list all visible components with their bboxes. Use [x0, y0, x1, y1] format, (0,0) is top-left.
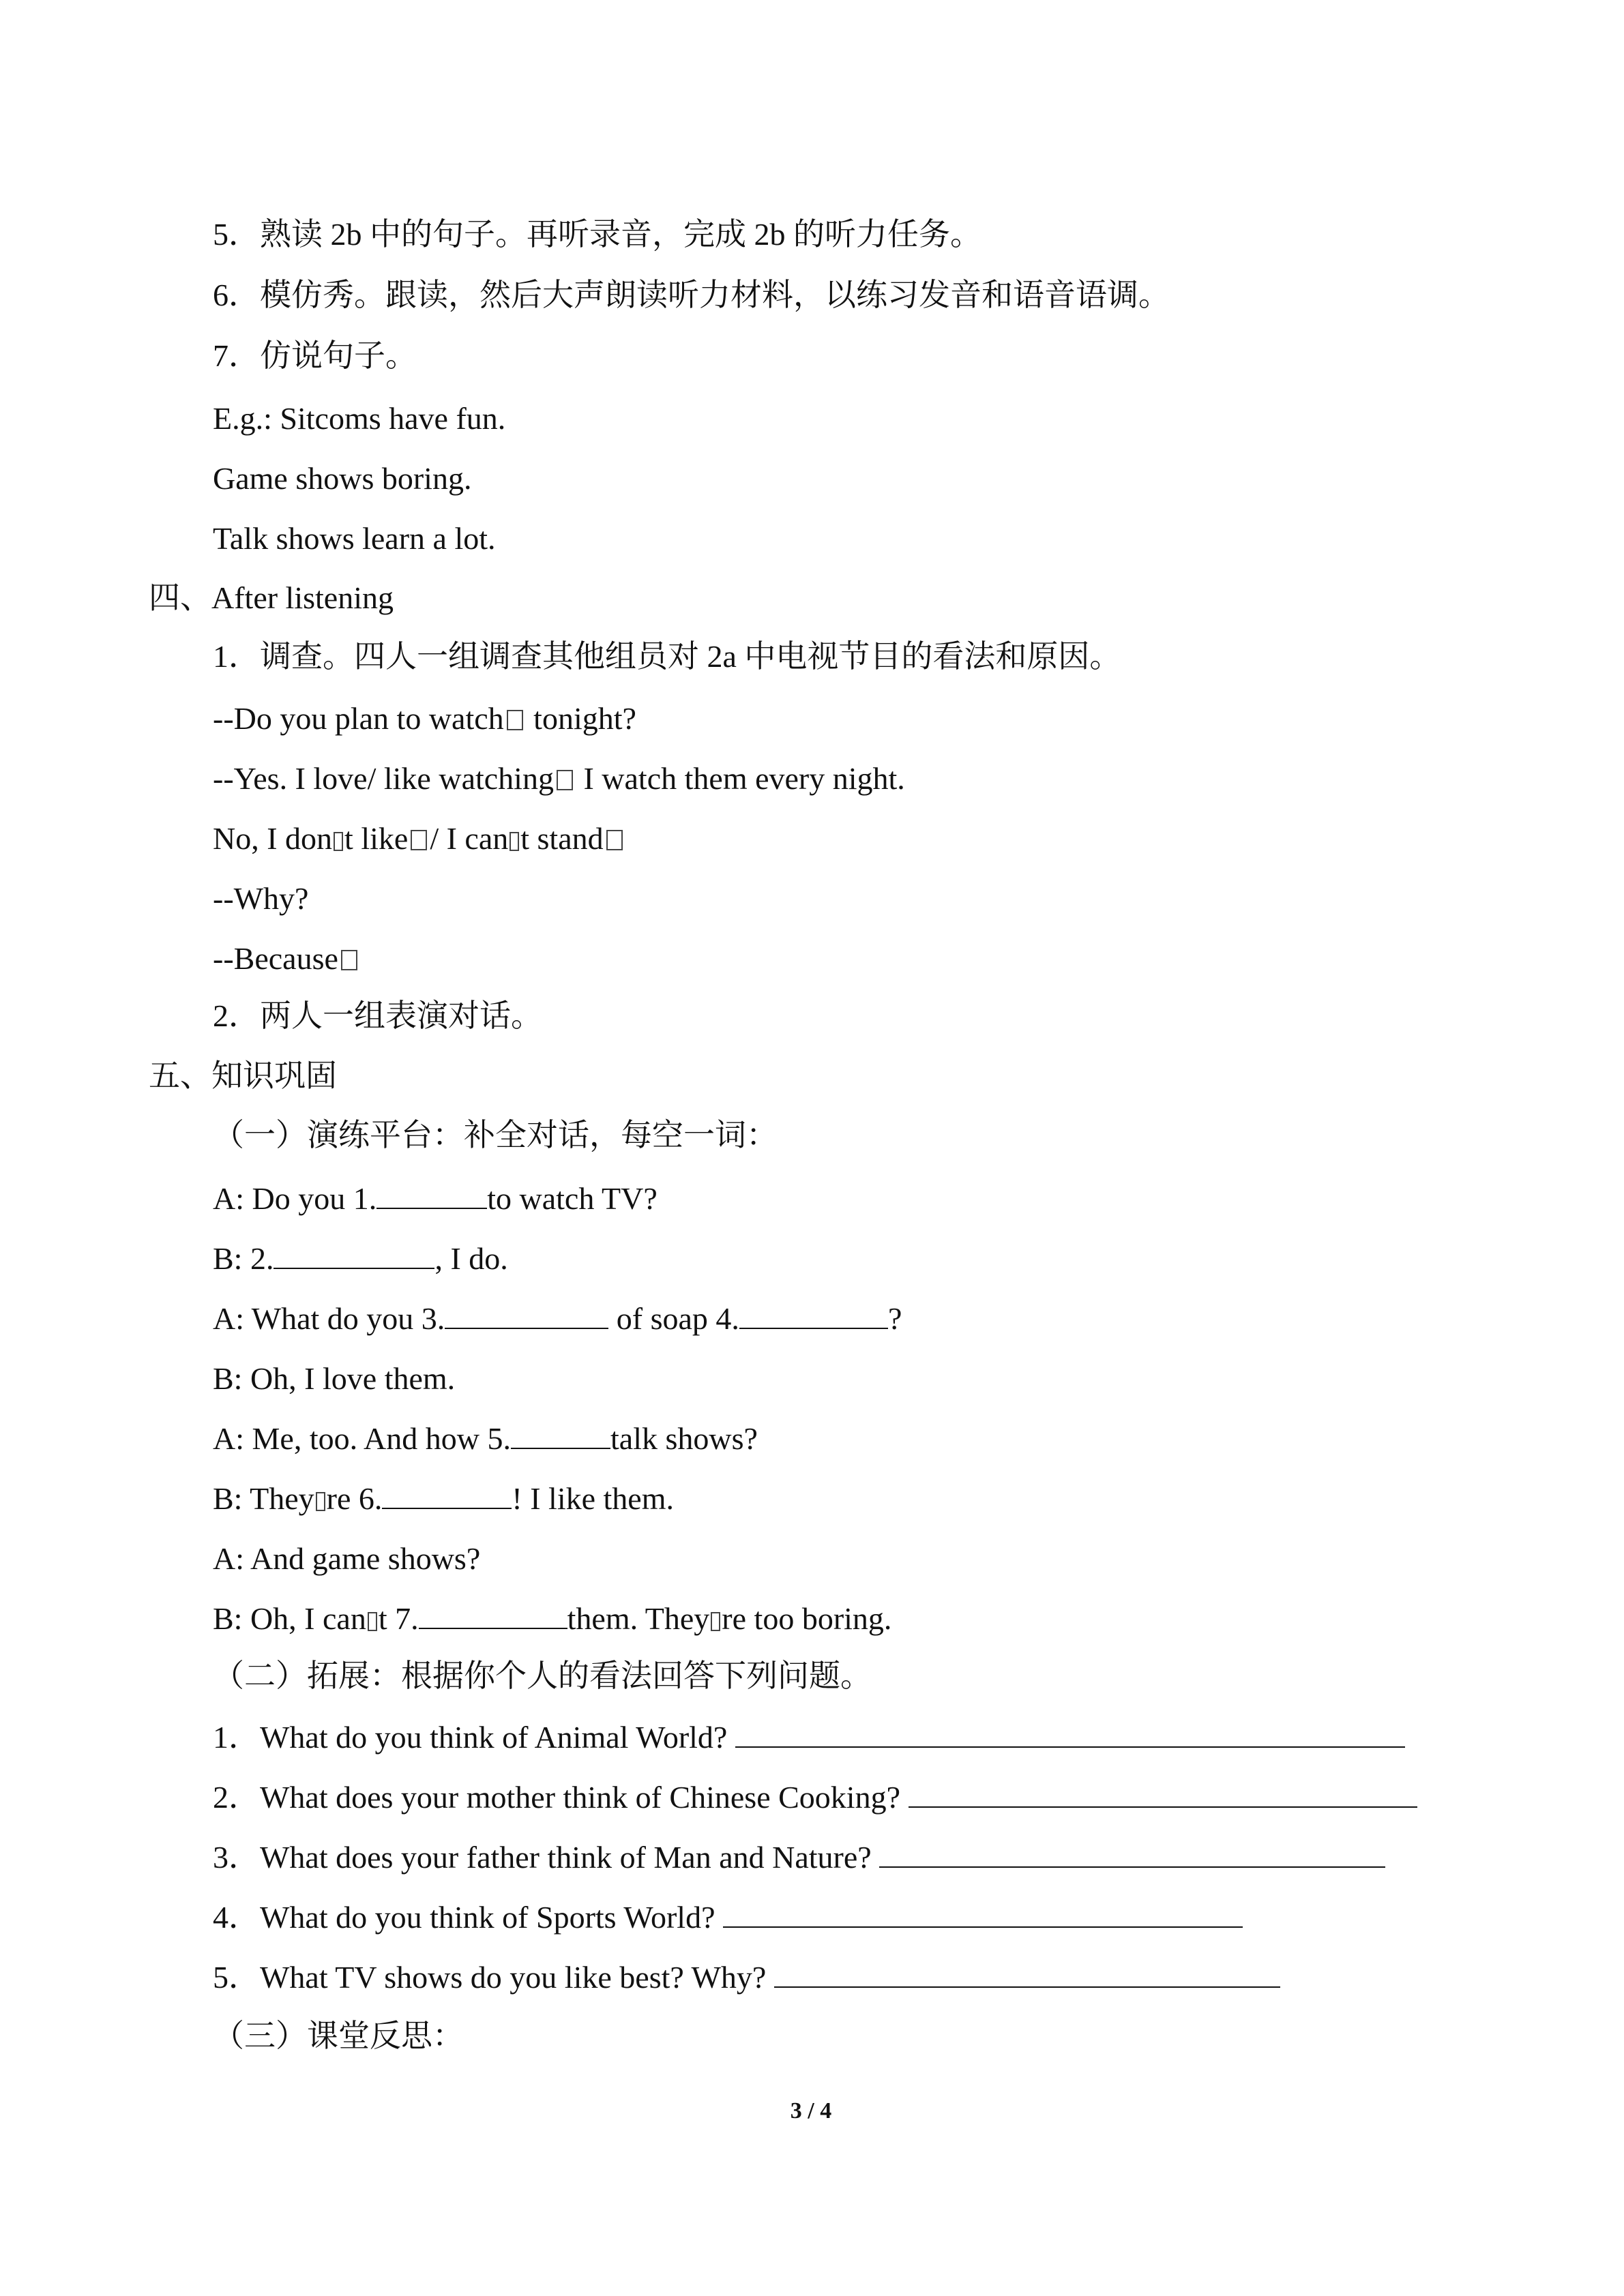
question-1-text: 1．What do you think of Animal World?	[213, 1720, 735, 1755]
question-2-text: 2．What does your mother think of Chinese Cooking?	[213, 1780, 909, 1815]
exercise-line-3	[213, 1298, 902, 1339]
question-3	[213, 1837, 1385, 1878]
question-4	[213, 1897, 1243, 1938]
pair-performance-text: 2．两人一组表演对话。	[213, 998, 542, 1033]
page-number: 3 / 4	[790, 2098, 832, 2123]
blank-4[interactable]	[739, 1300, 888, 1329]
exercise-line-6-a: B: They	[213, 1481, 314, 1516]
dialogue-q1-end: tonight?	[525, 701, 636, 736]
question-4-text: 4．What do you think of Sports World?	[213, 1900, 723, 1935]
dialogue-n1-part-a: No, I don	[213, 821, 333, 856]
step-5-text: 5．熟读 2b 中的句子。再听录音，完成 2b 的听力任务。	[213, 217, 981, 252]
exercise-line-2	[213, 1238, 508, 1279]
dialogue-answer-yes	[213, 758, 905, 799]
missing-glyph-box	[507, 710, 523, 730]
dialogue-q1-text: --Do you plan to watch	[213, 701, 504, 736]
missing-apostrophe-box	[368, 1612, 377, 1631]
missing-glyph-box	[557, 770, 573, 790]
missing-glyph-box	[606, 830, 623, 850]
missing-apostrophe-box	[316, 1492, 325, 1511]
exercise-line-6-c: ! I like them.	[512, 1481, 674, 1516]
dialogue-answer-no	[213, 818, 625, 859]
exercise-line-8	[213, 1598, 891, 1639]
exercise-line-8-a: B: Oh, I can	[213, 1601, 366, 1636]
blank-6[interactable]	[382, 1480, 512, 1509]
dialogue-a1-end: I watch them every night.	[575, 761, 905, 796]
dialogue-a1-text: --Yes. I love/ like watching	[213, 761, 554, 796]
step-7-text: 7．仿说句子。	[213, 338, 417, 373]
blank-2[interactable]	[274, 1240, 434, 1269]
dialogue-because	[213, 938, 360, 979]
section-5-part-3-title: （三）课堂反思：	[213, 2018, 464, 2053]
exercise-line-8-b: t 7.	[378, 1601, 419, 1636]
exercise-line-1-a: A: Do you 1.	[213, 1181, 377, 1216]
survey-instruction: 1．调查。四人一组调查其他组员对 2a 中电视节目的看法和原因。	[213, 639, 1121, 674]
blank-1[interactable]	[377, 1180, 487, 1209]
missing-apostrophe-box	[510, 832, 519, 851]
missing-glyph-box	[411, 830, 427, 850]
dialogue-question-1	[213, 698, 636, 739]
blank-5[interactable]	[511, 1420, 610, 1449]
example-sentence-2: Game shows boring.	[213, 461, 472, 496]
blank-3[interactable]	[445, 1300, 608, 1329]
dialogue-because-text: --Because	[213, 941, 338, 976]
exercise-line-3-c: ?	[887, 1301, 902, 1336]
section-5-heading: 五、知识巩固	[149, 1058, 337, 1093]
exercise-line-5-b: talk shows?	[610, 1421, 758, 1456]
question-1	[213, 1717, 1405, 1758]
exercise-line-4: B: Oh, I love them.	[213, 1361, 456, 1396]
answer-line-4[interactable]	[723, 1899, 1243, 1928]
dialogue-n1-part-c: / I can	[430, 821, 509, 856]
exercise-line-2-b: , I do.	[434, 1241, 508, 1276]
question-5-text: 5．What TV shows do you like best? Why?	[213, 1960, 774, 1995]
dialogue-why: --Why?	[213, 881, 309, 916]
blank-7[interactable]	[419, 1600, 567, 1629]
exercise-line-7: A: And game shows?	[213, 1541, 481, 1576]
question-2	[213, 1777, 1417, 1818]
exercise-line-5-a: A: Me, too. And how 5.	[213, 1421, 511, 1456]
dialogue-n1-part-d: t stand	[520, 821, 604, 856]
exercise-line-8-c: them. They	[567, 1601, 710, 1636]
question-3-text: 3．What does your father think of Man and Nature?	[213, 1840, 880, 1875]
answer-line-1[interactable]	[735, 1719, 1405, 1748]
example-sentence-3: Talk shows learn a lot.	[213, 521, 496, 556]
example-sentence-1: E.g.: Sitcoms have fun.	[213, 401, 506, 436]
question-5	[213, 1957, 1280, 1998]
answer-line-5[interactable]	[774, 1959, 1280, 1988]
exercise-line-1-b: to watch TV?	[487, 1181, 658, 1216]
exercise-line-6	[213, 1478, 674, 1519]
section-5-part-2-title: （二）拓展：根据你个人的看法回答下列问题。	[213, 1658, 872, 1693]
step-6-text: 6．模仿秀。跟读，然后大声朗读听力材料，以练习发音和语音语调。	[213, 278, 1170, 312]
dialogue-n1-part-b: t like	[344, 821, 409, 856]
missing-apostrophe-box	[711, 1612, 720, 1631]
answer-line-2[interactable]	[909, 1779, 1417, 1808]
answer-line-3[interactable]	[879, 1839, 1385, 1868]
exercise-line-1	[213, 1178, 658, 1219]
exercise-line-3-b: of soap 4.	[608, 1301, 739, 1336]
exercise-line-8-d: re too boring.	[722, 1601, 892, 1636]
exercise-line-3-a: A: What do you 3.	[213, 1301, 445, 1336]
exercise-line-5	[213, 1418, 758, 1459]
missing-apostrophe-box	[334, 832, 343, 851]
exercise-line-2-a: B: 2.	[213, 1241, 274, 1276]
exercise-line-6-b: re 6.	[326, 1481, 383, 1516]
missing-glyph-box	[341, 950, 357, 970]
section-4-heading: 四、After listening	[149, 580, 394, 615]
section-5-part-1-title: （一）演练平台：补全对话，每空一词：	[213, 1118, 778, 1152]
